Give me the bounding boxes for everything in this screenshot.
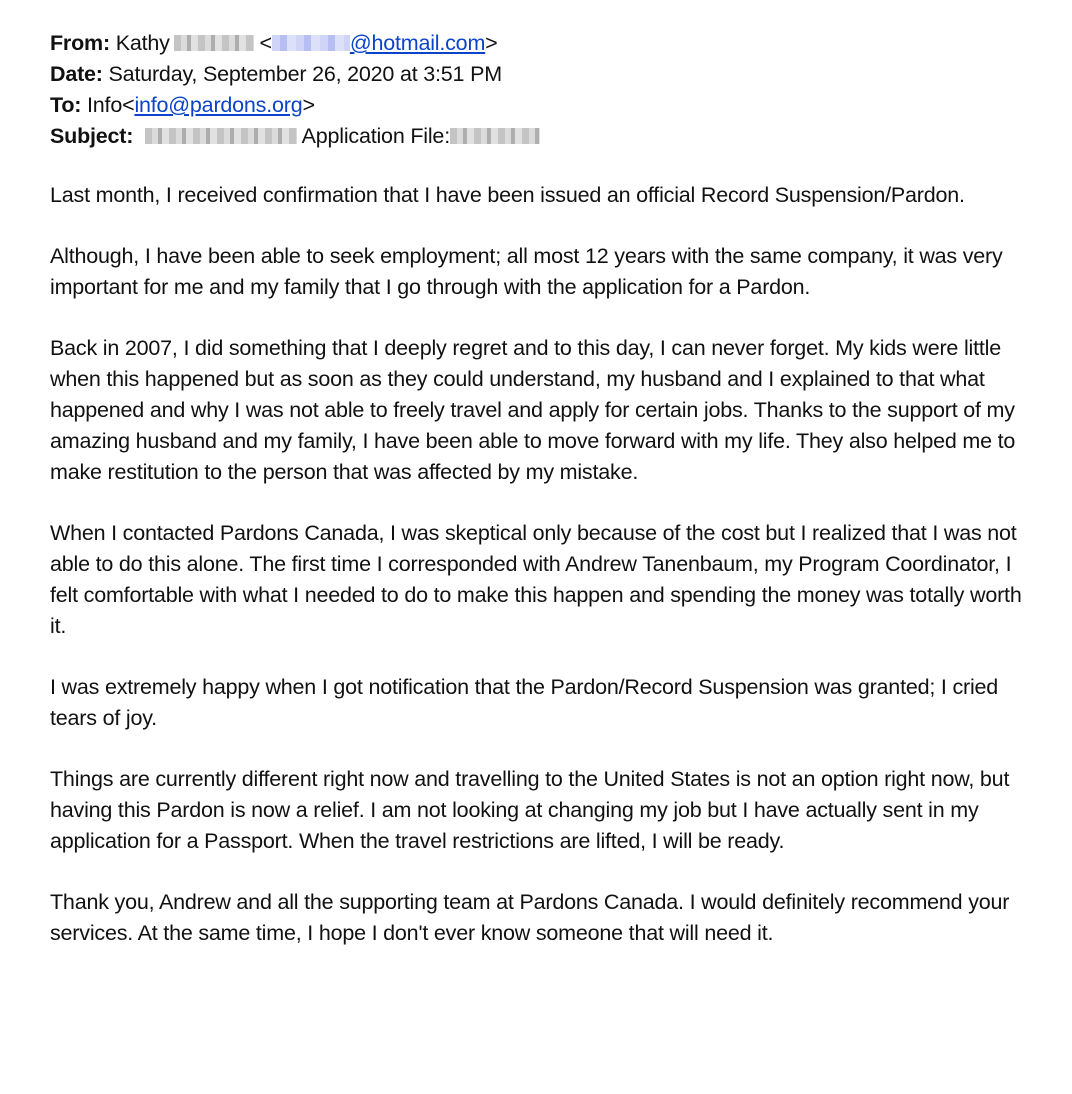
redacted-subject-name (145, 128, 297, 144)
from-line: From: Kathy < @hotmail.com> (50, 31, 498, 55)
body-paragraph: Things are currently different right now and travelling to the United States is not an option right now, but having this Pardon is now a relief. I am not looking at changing my job but I have actually sent in my application for a Passport. When the travel restrictions are lifted, I will be ready. (50, 767, 1010, 853)
to-name: Info (87, 93, 123, 117)
from-email-link[interactable] (272, 31, 485, 55)
from-name: Kathy (115, 31, 170, 55)
date-label: Date: (50, 62, 103, 86)
body-paragraph: Thank you, Andrew and all the supporting team at Pardons Canada. I would definitely recommend your services. At the same time, I hope I don't ever know someone that will need it. (50, 890, 1010, 945)
body-paragraph: Although, I have been able to seek employment; all most 12 years with the same company, it was very important for me and my family that I go through with the application for a Pardon. (50, 244, 1003, 299)
subject-label: Subject: (50, 124, 134, 148)
redacted-email-user (272, 35, 350, 51)
email-message (50, 28, 1040, 949)
body-paragraph: Last month, I received confirmation that I have been issued an official Record Suspension/Pardon. (50, 183, 965, 207)
body-paragraph: When I contacted Pardons Canada, I was skeptical only because of the cost but I realized that I was not able to do this alone. The first time I corresponded with Andrew Tanenbaum, my Program Coordinator, I felt comfortable with what I needed to do to make this happen and spending the money was totally worth it. (50, 521, 1022, 638)
redacted-surname (174, 35, 254, 51)
from-email-domain: @hotmail.com (349, 31, 486, 55)
email-body (50, 180, 1040, 949)
body-paragraph: I was extremely happy when I got notification that the Pardon/Record Suspension was granted; I cried tears of joy. (50, 675, 999, 730)
date-value: Saturday, September 26, 2020 at 3:51 PM (108, 62, 502, 86)
from-label: From: (50, 31, 110, 55)
to-line: To: Info<info@pardons.org> (50, 93, 315, 117)
subject-line (50, 121, 1040, 152)
body-paragraph: Back in 2007, I did something that I deeply regret and to this day, I can never forget. My kids were little when this happened but as soon as they could understand, my husband and I explained to that what happened and why I was not able to freely travel and apply for certain jobs. Thanks to the support of my amazing husband and my family, I have been able to move forward with my life. They also helped me to make restitution to the person that was affected by my mistake. (50, 336, 1016, 484)
date-line (50, 59, 1040, 90)
redacted-file-number (450, 128, 540, 144)
to-email-link[interactable]: info@pardons.org (134, 93, 303, 117)
email-headers (50, 28, 1040, 152)
subject-text: Application File: (301, 124, 450, 148)
to-label: To: (50, 93, 82, 117)
